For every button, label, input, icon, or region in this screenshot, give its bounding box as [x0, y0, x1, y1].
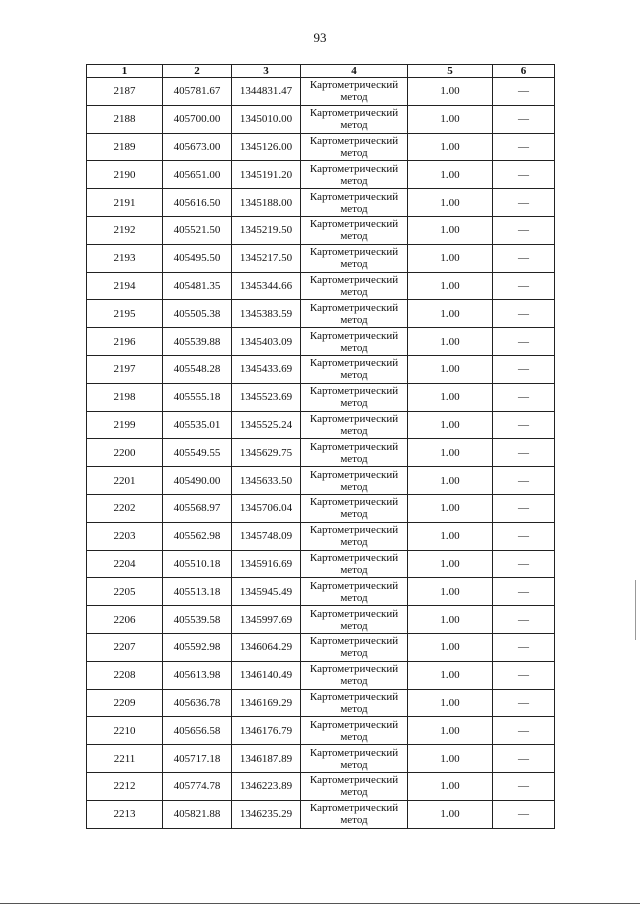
y-coordinate-cell: 1346064.29 [232, 633, 301, 661]
x-coordinate-cell: 405495.50 [163, 244, 232, 272]
y-coordinate-cell: 1345706.04 [232, 494, 301, 522]
method-cell: Картометрический метод [301, 800, 408, 828]
y-coordinate-cell: 1344831.47 [232, 78, 301, 106]
point-number-cell: 2204 [87, 550, 163, 578]
description-cell: — [493, 328, 555, 356]
description-cell: — [493, 244, 555, 272]
x-coordinate-cell: 405592.98 [163, 633, 232, 661]
accuracy-cell: 1.00 [408, 244, 493, 272]
method-cell: Картометрический метод [301, 578, 408, 606]
y-coordinate-cell: 1346235.29 [232, 800, 301, 828]
accuracy-cell: 1.00 [408, 772, 493, 800]
y-coordinate-cell: 1345403.09 [232, 328, 301, 356]
point-number-cell: 2189 [87, 133, 163, 161]
method-cell: Картометрический метод [301, 745, 408, 773]
y-coordinate-cell: 1345383.59 [232, 300, 301, 328]
description-cell: — [493, 161, 555, 189]
table-row [87, 606, 555, 634]
x-coordinate-cell: 405636.78 [163, 689, 232, 717]
table-row [87, 772, 555, 800]
accuracy-cell: 1.00 [408, 272, 493, 300]
table-row [87, 800, 555, 828]
x-coordinate-cell: 405613.98 [163, 661, 232, 689]
table-row [87, 355, 555, 383]
point-number-cell: 2193 [87, 244, 163, 272]
x-coordinate-cell: 405700.00 [163, 105, 232, 133]
description-cell: — [493, 772, 555, 800]
description-cell: — [493, 800, 555, 828]
description-cell: — [493, 494, 555, 522]
point-number-cell: 2200 [87, 439, 163, 467]
accuracy-cell: 1.00 [408, 800, 493, 828]
y-coordinate-cell: 1345010.00 [232, 105, 301, 133]
header-col-5: 5 [408, 65, 493, 78]
x-coordinate-cell: 405549.55 [163, 439, 232, 467]
method-cell: Картометрический метод [301, 772, 408, 800]
table-row [87, 105, 555, 133]
table-row [87, 300, 555, 328]
method-cell: Картометрический метод [301, 355, 408, 383]
description-cell: — [493, 439, 555, 467]
description-cell: — [493, 606, 555, 634]
point-number-cell: 2194 [87, 272, 163, 300]
y-coordinate-cell: 1345629.75 [232, 439, 301, 467]
method-cell: Картометрический метод [301, 633, 408, 661]
point-number-cell: 2203 [87, 522, 163, 550]
description-cell: — [493, 550, 555, 578]
method-cell: Картометрический метод [301, 189, 408, 217]
method-cell: Картометрический метод [301, 300, 408, 328]
y-coordinate-cell: 1346187.89 [232, 745, 301, 773]
method-cell: Картометрический метод [301, 467, 408, 495]
method-cell: Картометрический метод [301, 689, 408, 717]
scan-bottom-edge [0, 903, 640, 904]
description-cell: — [493, 78, 555, 106]
description-cell: — [493, 717, 555, 745]
accuracy-cell: 1.00 [408, 550, 493, 578]
x-coordinate-cell: 405651.00 [163, 161, 232, 189]
description-cell: — [493, 300, 555, 328]
y-coordinate-cell: 1346169.29 [232, 689, 301, 717]
x-coordinate-cell: 405673.00 [163, 133, 232, 161]
y-coordinate-cell: 1345191.20 [232, 161, 301, 189]
y-coordinate-cell: 1345126.00 [232, 133, 301, 161]
method-cell: Картометрический метод [301, 494, 408, 522]
table-header-row [87, 65, 555, 78]
point-number-cell: 2209 [87, 689, 163, 717]
description-cell: — [493, 189, 555, 217]
method-cell: Картометрический метод [301, 383, 408, 411]
x-coordinate-cell: 405481.35 [163, 272, 232, 300]
description-cell: — [493, 133, 555, 161]
x-coordinate-cell: 405513.18 [163, 578, 232, 606]
accuracy-cell: 1.00 [408, 161, 493, 189]
x-coordinate-cell: 405616.50 [163, 189, 232, 217]
point-number-cell: 2197 [87, 355, 163, 383]
accuracy-cell: 1.00 [408, 439, 493, 467]
page-number: 93 [313, 30, 327, 45]
header-col-2: 2 [163, 65, 232, 78]
y-coordinate-cell: 1345188.00 [232, 189, 301, 217]
table-row [87, 216, 555, 244]
point-number-cell: 2198 [87, 383, 163, 411]
table-row [87, 522, 555, 550]
x-coordinate-cell: 405656.58 [163, 717, 232, 745]
point-number-cell: 2192 [87, 216, 163, 244]
point-number-cell: 2190 [87, 161, 163, 189]
point-number-cell: 2206 [87, 606, 163, 634]
table-row [87, 189, 555, 217]
table-row [87, 633, 555, 661]
accuracy-cell: 1.00 [408, 383, 493, 411]
header-col-4: 4 [301, 65, 408, 78]
point-number-cell: 2212 [87, 772, 163, 800]
table-row [87, 467, 555, 495]
y-coordinate-cell: 1345748.09 [232, 522, 301, 550]
method-cell: Картометрический метод [301, 244, 408, 272]
point-number-cell: 2188 [87, 105, 163, 133]
y-coordinate-cell: 1345997.69 [232, 606, 301, 634]
table-row [87, 244, 555, 272]
accuracy-cell: 1.00 [408, 717, 493, 745]
method-cell: Картометрический метод [301, 717, 408, 745]
x-coordinate-cell: 405562.98 [163, 522, 232, 550]
x-coordinate-cell: 405774.78 [163, 772, 232, 800]
table-row [87, 550, 555, 578]
method-cell: Картометрический метод [301, 133, 408, 161]
x-coordinate-cell: 405821.88 [163, 800, 232, 828]
method-cell: Картометрический метод [301, 105, 408, 133]
method-cell: Картометрический метод [301, 272, 408, 300]
x-coordinate-cell: 405555.18 [163, 383, 232, 411]
point-number-cell: 2187 [87, 78, 163, 106]
y-coordinate-cell: 1345433.69 [232, 355, 301, 383]
accuracy-cell: 1.00 [408, 467, 493, 495]
accuracy-cell: 1.00 [408, 216, 493, 244]
description-cell: — [493, 578, 555, 606]
x-coordinate-cell: 405510.18 [163, 550, 232, 578]
y-coordinate-cell: 1346140.49 [232, 661, 301, 689]
description-cell: — [493, 216, 555, 244]
y-coordinate-cell: 1345633.50 [232, 467, 301, 495]
method-cell: Картометрический метод [301, 522, 408, 550]
point-number-cell: 2210 [87, 717, 163, 745]
accuracy-cell: 1.00 [408, 606, 493, 634]
y-coordinate-cell: 1345525.24 [232, 411, 301, 439]
x-coordinate-cell: 405548.28 [163, 355, 232, 383]
y-coordinate-cell: 1345945.49 [232, 578, 301, 606]
description-cell: — [493, 467, 555, 495]
point-number-cell: 2195 [87, 300, 163, 328]
method-cell: Картометрический метод [301, 411, 408, 439]
method-cell: Картометрический метод [301, 78, 408, 106]
point-number-cell: 2201 [87, 467, 163, 495]
point-number-cell: 2205 [87, 578, 163, 606]
table-row [87, 745, 555, 773]
method-cell: Картометрический метод [301, 661, 408, 689]
accuracy-cell: 1.00 [408, 522, 493, 550]
description-cell: — [493, 633, 555, 661]
table-row [87, 578, 555, 606]
x-coordinate-cell: 405521.50 [163, 216, 232, 244]
description-cell: — [493, 355, 555, 383]
description-cell: — [493, 411, 555, 439]
header-col-3: 3 [232, 65, 301, 78]
table-row [87, 328, 555, 356]
accuracy-cell: 1.00 [408, 133, 493, 161]
x-coordinate-cell: 405717.18 [163, 745, 232, 773]
table-row [87, 78, 555, 106]
point-number-cell: 2196 [87, 328, 163, 356]
x-coordinate-cell: 405505.38 [163, 300, 232, 328]
accuracy-cell: 1.00 [408, 633, 493, 661]
method-cell: Картометрический метод [301, 439, 408, 467]
header-col-6: 6 [493, 65, 555, 78]
point-number-cell: 2191 [87, 189, 163, 217]
accuracy-cell: 1.00 [408, 578, 493, 606]
table-row [87, 717, 555, 745]
point-number-cell: 2213 [87, 800, 163, 828]
accuracy-cell: 1.00 [408, 189, 493, 217]
accuracy-cell: 1.00 [408, 105, 493, 133]
y-coordinate-cell: 1346176.79 [232, 717, 301, 745]
table-row [87, 661, 555, 689]
y-coordinate-cell: 1345523.69 [232, 383, 301, 411]
y-coordinate-cell: 1345217.50 [232, 244, 301, 272]
x-coordinate-cell: 405539.58 [163, 606, 232, 634]
point-number-cell: 2211 [87, 745, 163, 773]
accuracy-cell: 1.00 [408, 411, 493, 439]
description-cell: — [493, 745, 555, 773]
description-cell: — [493, 383, 555, 411]
x-coordinate-cell: 405490.00 [163, 467, 232, 495]
accuracy-cell: 1.00 [408, 328, 493, 356]
method-cell: Картометрический метод [301, 550, 408, 578]
table-row [87, 494, 555, 522]
coordinates-table [86, 64, 555, 829]
method-cell: Картометрический метод [301, 606, 408, 634]
description-cell: — [493, 522, 555, 550]
header-col-1: 1 [87, 65, 163, 78]
description-cell: — [493, 105, 555, 133]
description-cell: — [493, 661, 555, 689]
accuracy-cell: 1.00 [408, 689, 493, 717]
point-number-cell: 2208 [87, 661, 163, 689]
accuracy-cell: 1.00 [408, 300, 493, 328]
accuracy-cell: 1.00 [408, 661, 493, 689]
description-cell: — [493, 689, 555, 717]
x-coordinate-cell: 405535.01 [163, 411, 232, 439]
y-coordinate-cell: 1346223.89 [232, 772, 301, 800]
table-row [87, 161, 555, 189]
accuracy-cell: 1.00 [408, 355, 493, 383]
y-coordinate-cell: 1345916.69 [232, 550, 301, 578]
table-row [87, 411, 555, 439]
x-coordinate-cell: 405568.97 [163, 494, 232, 522]
table-row [87, 133, 555, 161]
table-row [87, 272, 555, 300]
table-row [87, 383, 555, 411]
point-number-cell: 2207 [87, 633, 163, 661]
method-cell: Картометрический метод [301, 328, 408, 356]
description-cell: — [493, 272, 555, 300]
table-row [87, 689, 555, 717]
method-cell: Картометрический метод [301, 216, 408, 244]
point-number-cell: 2199 [87, 411, 163, 439]
point-number-cell: 2202 [87, 494, 163, 522]
method-cell: Картометрический метод [301, 161, 408, 189]
accuracy-cell: 1.00 [408, 78, 493, 106]
x-coordinate-cell: 405539.88 [163, 328, 232, 356]
accuracy-cell: 1.00 [408, 494, 493, 522]
x-coordinate-cell: 405781.67 [163, 78, 232, 106]
table-row [87, 439, 555, 467]
y-coordinate-cell: 1345219.50 [232, 216, 301, 244]
accuracy-cell: 1.00 [408, 745, 493, 773]
y-coordinate-cell: 1345344.66 [232, 272, 301, 300]
scan-edge-mark [635, 580, 636, 640]
